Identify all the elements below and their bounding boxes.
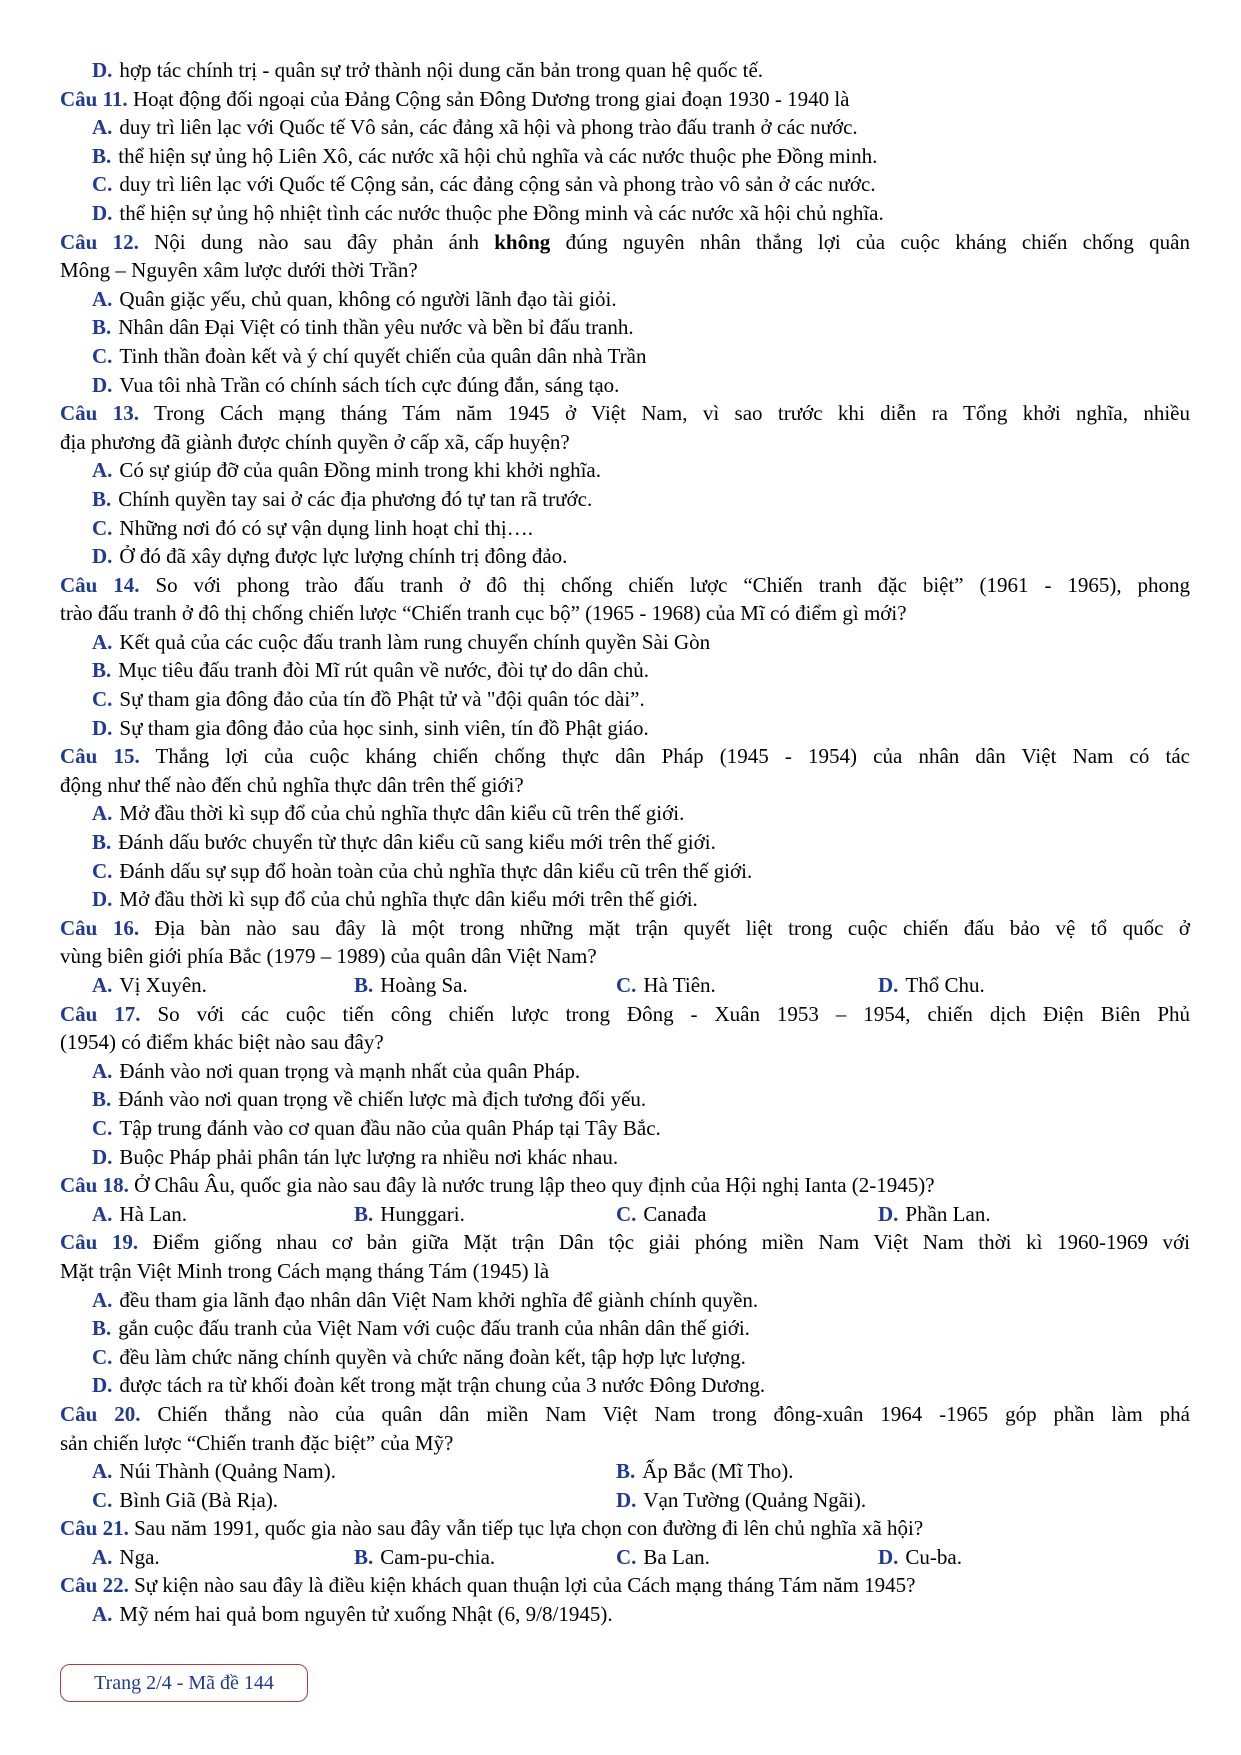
question-18: Câu 18. Ở Châu Âu, quốc gia nào sau đây là nước trung lập theo quy định của Hội nghị Ianta (2-1945)?: [60, 1173, 935, 1198]
question-21: Câu 21. Sau năm 1991, quốc gia nào sau đây vẫn tiếp tục lựa chọn con đường đi lên chủ nghĩa xã hội?: [60, 1516, 924, 1541]
option-b: B. Đánh vào nơi quan trọng về chiến lược mà địch tương đối yếu.: [92, 1087, 647, 1112]
question-19: Câu 19. Điểm giống nhau cơ bản giữa Mặt trận Dân tộc giải phóng miền Nam Việt Nam thời kì 1960-1969 với: [60, 1230, 1190, 1255]
question-16: Câu 16. Địa bàn nào sau đây là một trong những mặt trận quyết liệt trong cuộc chiến đấu bảo vệ tổ quốc ở: [60, 915, 1190, 940]
question-13-cont: địa phương đã giành được chính quyền ở cấp xã, cấp huyện?: [60, 429, 570, 454]
option-d: D. Thổ Chu.: [878, 973, 985, 997]
option-a: A. Hà Lan.: [92, 1201, 188, 1226]
option-c: C. Sự tham gia đông đảo của tín đồ Phật tử và "đội quân tóc dài”.: [92, 687, 645, 712]
option-d: D. hợp tác chính trị - quân sự trở thành nội dung căn bản trong quan hệ quốc tế.: [92, 58, 764, 82]
question-16-cont: vùng biên giới phía Bắc (1979 – 1989) của quân dân Việt Nam?: [60, 944, 597, 969]
question-12: Câu 12. Nội dung nào sau đây phản ánh không đúng nguyên nhân thắng lợi của cuộc kháng chiến chống quân: [60, 229, 1190, 254]
option-b: B. gắn cuộc đấu tranh của Việt Nam với cuộc đấu tranh của nhân dân thế giới.: [92, 1316, 750, 1341]
option-d: D. Phần Lan.: [878, 1201, 991, 1226]
option-b: B. Hunggari.: [354, 1201, 465, 1226]
option-d: D. Sự tham gia đông đảo của học sinh, sinh viên, tín đồ Phật giáo.: [92, 715, 649, 740]
question-14-cont: trào đấu tranh ở đô thị chống chiến lược “Chiến tranh cục bộ” (1965 - 1968) của Mĩ có điểm gì mới?: [60, 601, 907, 626]
option-b: B. Hoàng Sa.: [354, 973, 468, 997]
option-a: A. Nga.: [92, 1544, 160, 1569]
question-19-cont: Mặt trận Việt Minh trong Cách mạng tháng Tám (1945) là: [60, 1258, 550, 1283]
option-c: C. Ba Lan.: [616, 1544, 710, 1569]
option-a: A. Mở đầu thời kì sụp đổ của chủ nghĩa thực dân kiểu cũ trên thế giới.: [92, 801, 685, 826]
option-a: A. Kết quả của các cuộc đấu tranh làm rung chuyển chính quyền Sài Gòn: [92, 629, 711, 654]
options-row: [60, 1543, 1190, 1572]
option-b: B. Chính quyền tay sai ở các địa phương đó tự tan rã trước.: [92, 486, 593, 511]
option-b: B. Mục tiêu đấu tranh đòi Mĩ rút quân về nước, đòi tự do dân chủ.: [92, 658, 650, 683]
option-a: A. Núi Thành (Quảng Nam).: [92, 1459, 336, 1484]
option-a: A. đều tham gia lãnh đạo nhân dân Việt Nam khởi nghĩa để giành chính quyền.: [92, 1287, 759, 1312]
option-a: A. Vị Xuyên.: [92, 973, 207, 997]
option-c: C. Tinh thần đoàn kết và ý chí quyết chiến của quân dân nhà Trần: [92, 343, 647, 368]
option-d: D. Vua tôi nhà Trần có chính sách tích cực đúng đắn, sáng tạo.: [92, 372, 620, 397]
question-14: Câu 14. So với phong trào đấu tranh ở đô thị chống chiến lược “Chiến tranh đặc biệt” (1961 - 1965), phong: [60, 572, 1191, 597]
option-c: C. Tập trung đánh vào cơ quan đầu não của quân Pháp tại Tây Bắc.: [92, 1115, 661, 1140]
page-footer: Trang 2/4 - Mã đề 144: [60, 1664, 308, 1702]
option-b: B. thể hiện sự ủng hộ Liên Xô, các nước xã hội chủ nghĩa và các nước thuộc phe Đồng minh.: [92, 143, 878, 168]
option-a: A. Mỹ ném hai quả bom nguyên tử xuống Nhật (6, 9/8/1945).: [92, 1602, 613, 1627]
question-20: Câu 20. Chiến thắng nào của quân dân miền Nam Việt Nam trong đông-xuân 1964 -1965 góp phần làm phá: [60, 1401, 1191, 1426]
question-13: Câu 13. Trong Cách mạng tháng Tám năm 1945 ở Việt Nam, vì sao trước khi diễn ra Tổng khởi nghĩa, nhiều: [60, 401, 1190, 426]
option-c: C. Đánh dấu sự sụp đổ hoàn toàn của chủ nghĩa thực dân kiểu cũ trên thế giới.: [92, 858, 753, 883]
option-c: C. đều làm chức năng chính quyền và chức năng đoàn kết, tập hợp lực lượng.: [92, 1344, 746, 1369]
options-row: [60, 971, 1190, 1000]
option-d: D. Buộc Pháp phải phân tán lực lượng ra nhiều nơi khác nhau.: [92, 1144, 619, 1169]
option-b: B. Nhân dân Đại Việt có tinh thần yêu nước và bền bỉ đấu tranh.: [92, 315, 634, 340]
exam-page: [60, 56, 1190, 1629]
question-15-cont: động như thế nào đến chủ nghĩa thực dân trên thế giới?: [60, 772, 524, 797]
question-17: Câu 17. So với các cuộc tiến công chiến lược trong Đông - Xuân 1953 – 1954, chiến dịch Điện Biên Phủ: [60, 1001, 1191, 1026]
option-a: A. Có sự giúp đỡ của quân Đồng minh trong khi khởi nghĩa.: [92, 458, 601, 483]
option-c: C. duy trì liên lạc với Quốc tế Cộng sản, các đảng cộng sản và phong trào vô sản ở các nước.: [92, 172, 876, 197]
option-b: B. Cam-pu-chia.: [354, 1544, 496, 1569]
question-12-cont: Mông – Nguyên xâm lược dưới thời Trần?: [60, 258, 418, 283]
option-b: B. Đánh dấu bước chuyển từ thực dân kiểu cũ sang kiểu mới trên thế giới.: [92, 830, 716, 855]
option-c: C. Bình Giã (Bà Rịa).: [92, 1487, 279, 1512]
question-11: Câu 11. Hoạt động đối ngoại của Đảng Cộng sản Đông Dương trong giai đoạn 1930 - 1940 là: [60, 86, 850, 111]
question-15: Câu 15. Thắng lợi của cuộc kháng chiến chống thực dân Pháp (1945 - 1954) của nhân dân Việt Nam có tác: [60, 744, 1190, 769]
option-c: C. Hà Tiên.: [616, 973, 716, 997]
option-d: D. Ở đó đã xây dựng được lực lượng chính trị đông đảo.: [92, 544, 568, 569]
options-row: [60, 1200, 1190, 1229]
option-d: D. Cu-ba.: [878, 1544, 962, 1569]
option-a: A. Đánh vào nơi quan trọng và mạnh nhất của quân Pháp.: [92, 1058, 581, 1083]
option-a: A. duy trì liên lạc với Quốc tế Vô sản, các đảng xã hội và phong trào đấu tranh ở các nước.: [92, 115, 858, 140]
options-row: [60, 1457, 1190, 1486]
question-20-cont: sản chiến lược “Chiến tranh đặc biệt” của Mỹ?: [60, 1430, 454, 1455]
option-d: D. được tách ra từ khối đoàn kết trong mặt trận chung của 3 nước Đông Dương.: [92, 1373, 766, 1398]
question-22: Câu 22. Sự kiện nào sau đây là điều kiện khách quan thuận lợi của Cách mạng tháng Tám năm 1945?: [60, 1573, 916, 1598]
option-d: D. thể hiện sự ủng hộ nhiệt tình các nước thuộc phe Đồng minh và các nước xã hội chủ nghĩa.: [92, 200, 884, 225]
option-d: D. Mở đầu thời kì sụp đổ của chủ nghĩa thực dân kiểu mới trên thế giới.: [92, 887, 698, 912]
options-row: [60, 1486, 1190, 1515]
option-a: A. Quân giặc yếu, chủ quan, không có người lãnh đạo tài giỏi.: [92, 286, 617, 311]
option-b: B. Ấp Bắc (Mĩ Tho).: [616, 1459, 794, 1484]
option-c: C. Canađa: [616, 1201, 707, 1226]
question-17-cont: (1954) có điểm khác biệt nào sau đây?: [60, 1030, 384, 1055]
option-c: C. Những nơi đó có sự vận dụng linh hoạt chỉ thị….: [92, 515, 534, 540]
option-d: D. Vạn Tường (Quảng Ngãi).: [616, 1487, 867, 1512]
